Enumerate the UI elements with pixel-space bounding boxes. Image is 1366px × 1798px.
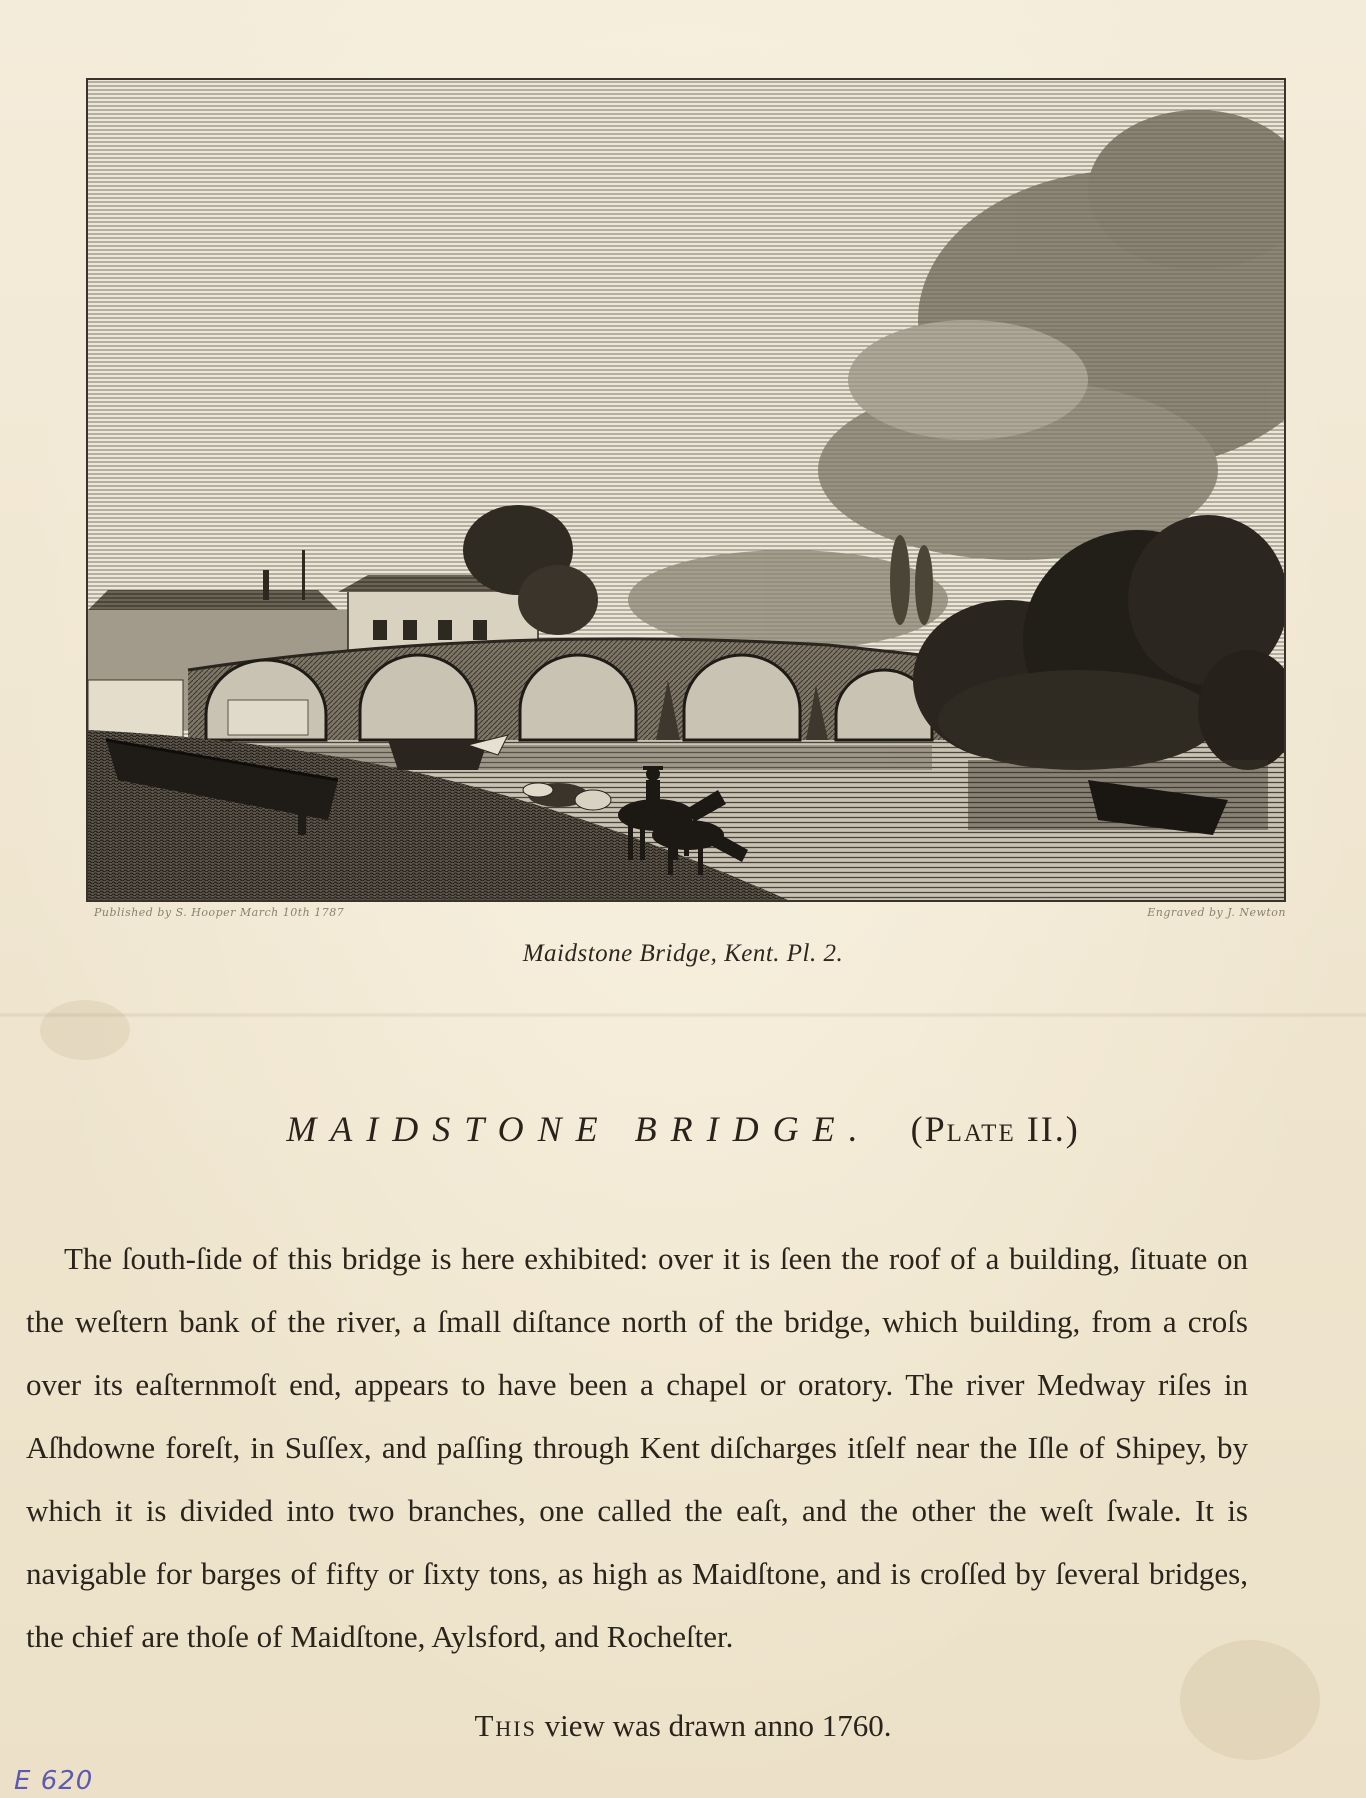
closing-caps: This	[474, 1708, 537, 1743]
engraving-illustration	[88, 80, 1284, 900]
heading-title: MAIDSTONE BRIDGE.	[286, 1109, 872, 1149]
paper-stain	[40, 1000, 130, 1060]
closing-text: view was drawn anno 1760.	[536, 1708, 892, 1743]
plate-caption: Maidstone Bridge, Kent. Pl. 2.	[522, 940, 844, 967]
engraver-imprint: Engraved by J. Newton	[1147, 906, 1286, 919]
shelfmark-annotation: E 620	[14, 1766, 94, 1796]
engraving-plate	[86, 78, 1286, 902]
page-heading	[0, 1108, 1366, 1150]
heading-subtitle: (Plate II.)	[910, 1109, 1080, 1149]
description-paragraph: The ſouth-ſide of this bridge is here exhibited: over it is ſeen the roof of a building, ſituate on the weſtern bank of the river, a ſmall diſtance north of the bridge, which building, from a croſs over its eaſternmoſt end, appears to have been a chapel or oratory. The river Medway riſes in Aſhdowne foreſt, in Suſſex, and paſſing through Kent diſcharges itſelf near the Iſle of Shipey, by which it is divided into two branches, one called the eaſt, and the other the weſt ſwale. It is navigable for barges of fifty or ſixty tons, as high as Maidſtone, and is croſſed by ſeveral bridges, the chief are thoſe of Maidſtone, Aylsford, and Rocheſter.	[26, 1241, 1248, 1654]
closing-line	[0, 1708, 1366, 1744]
paper-fold-line	[0, 1012, 1366, 1018]
publisher-imprint: Published by S. Hooper March 10th 1787	[94, 906, 345, 919]
stone-bridge	[188, 639, 968, 740]
